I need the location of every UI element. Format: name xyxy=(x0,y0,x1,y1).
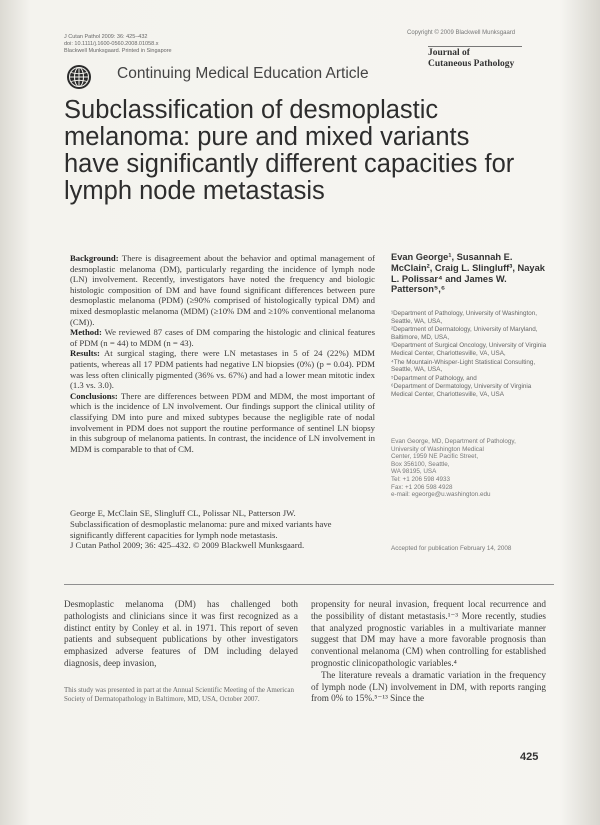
affiliation: ⁵Department of Pathology, and xyxy=(391,374,477,382)
journal-name xyxy=(428,45,538,70)
correspondence-line[interactable]: e-mail: egeorge@u.washington.edu xyxy=(391,491,491,499)
title-line: lymph node metastasis xyxy=(64,177,325,205)
body-column-right xyxy=(311,599,546,705)
body-column-left: Desmoplastic melanoma (DM) has challenged both pathologists and clinicians since it was first recognized as a distinct entity by Conley et al. in 1971. This report of seven patients and subsequent publications by other investigators emphasized adverse features of DM including delayed diagnosis, deep invasion, xyxy=(64,599,298,668)
abstract-text: We reviewed 87 cases of DM comparing the histologic and clinical features of PDM (n = 44) to MDM (n = 43). xyxy=(70,327,375,348)
abstract-conclusions xyxy=(70,391,375,455)
correspondence xyxy=(391,438,551,499)
affiliation: ³Department of Surgical Oncology, University of Virginia Medical Center, Charlottesville, VA, USA, xyxy=(391,342,547,357)
affiliations xyxy=(391,310,551,400)
meta-line: J Cutan Pathol 2009: 36: 425–432 xyxy=(64,34,148,40)
abstract-text: There is disagreement about the behavior and optimal management of desmoplastic melanoma (DM), particularly regarding the incidence of lymph node (LN) involvement. Recently, investigators have noted the frequency and biologic histologic composition of DM and have found significant differences between pure desmoplastic melanoma (PDM) (≥90% comprised of histologically typical DM) and mixed desmoplastic melanoma (MDM) (≥10% DM and ≥10% conventional melanoma (CM)). xyxy=(70,253,375,327)
affiliation: ²Department of Dermatology, University of Maryland, Baltimore, MD, USA, xyxy=(391,326,538,341)
article-title xyxy=(64,97,554,205)
abstract-label: Conclusions: xyxy=(70,390,118,401)
journal-rule xyxy=(428,46,522,47)
correspondence-line: Evan George, MD, Department of Pathology, xyxy=(391,438,516,445)
section-divider xyxy=(64,584,554,585)
cme-globe-icon xyxy=(66,64,92,90)
affiliation: ⁴The Mountain-Whisper-Light Statistical Consulting, Seattle, WA, USA, xyxy=(391,358,536,374)
correspondence-line: Fax: +1 206 598 4928 xyxy=(391,483,453,491)
title-line: Subclassification of desmoplastic xyxy=(64,96,439,124)
abstract xyxy=(70,253,375,454)
abstract-label: Method: xyxy=(70,327,102,338)
correspondence-line: Box 356100, Seattle, xyxy=(391,460,450,468)
section-title: Continuing Medical Education Article xyxy=(117,65,369,82)
body-paragraph: The literature reveals a dramatic variation in the frequency of lymph node (LN) involvement in DM, with reports ranging from 0% to 15%.⁵⁻¹³ Since the xyxy=(311,669,546,704)
affiliation: ⁶Department of Dermatology, University of Virginia Medical Center, Charlottesville, VA, USA xyxy=(391,383,532,398)
correspondence-line: Tel: +1 206 598 4933 xyxy=(391,475,450,483)
journal-name-line2: Cutaneous Pathology xyxy=(428,59,515,69)
accepted-date: Accepted for publication February 14, 2008 xyxy=(391,545,512,552)
citation-authors: George E, McClain SE, Slingluff CL, Polissar NL, Patterson JW. xyxy=(70,508,296,518)
abstract-text: There are differences between PDM and MDM, the most important of which is the incidence of LN involvement. Our findings support the clinical utility of classifying DM into pure and mixed subtypes because the negligible rate of nodal involvement in PDM does not support the routine performance of sentinel LN biopsy in this subgroup of melanoma patients. In contrast, the incidence of LN involvement in MDM is comparable to that of CM. xyxy=(70,390,375,454)
footnote: This study was presented in part at the Annual Scientific Meeting of the American Society of Dermatopathology in Baltimore, MD, USA, October 2007. xyxy=(64,686,294,703)
article-meta xyxy=(64,34,172,55)
citation-journal: J Cutan Pathol 2009; 36: 425–432. © 2009 Blackwell Munksgaard. xyxy=(70,540,305,551)
citation-title: Subclassification of desmoplastic melanoma: pure and mixed variants have significantly different capacities for lymph node metastasis. xyxy=(70,518,332,540)
body-paragraph: propensity for neural invasion, frequent local recurrence and the possibility of distant metastasis.¹⁻³ More recently, studies that analyzed prognostic variables in a multivariate manner suggest that DM may have a more favorable prognosis than conventional melanoma (CM) when controlling for established prognostic clinicopathologic variables.⁴ xyxy=(311,599,546,668)
abstract-method xyxy=(70,327,375,348)
correspondence-line: WA 98195, USA xyxy=(391,468,437,476)
correspondence-line: Center, 1959 NE Pacific Street, xyxy=(391,453,479,461)
journal-name-line1: Journal of xyxy=(428,48,470,58)
meta-line: doi: 10.1111/j.1600-0560.2008.01058.x xyxy=(64,41,159,47)
copyright-notice: Copyright © 2009 Blackwell Munksgaard xyxy=(407,30,516,36)
abstract-text: At surgical staging, there were LN metastases in 5 of 24 (22%) MDM patients, whereas all 17 PDM patients had negative LN biopsies (0%) (p = 0.04). PDM was less often clinically pigmented (36% vs. 67%) and had a lower mean mitotic index (1.3 vs. 3.0). xyxy=(70,348,375,391)
affiliation: ¹Department of Pathology, University of Washington, Seattle, WA, USA, xyxy=(391,310,537,325)
author-list: Evan George¹, Susannah E. McClain², Craig L. Slingluff³, Nayak L. Polissar⁴ and James W. Patterson⁵,⁶ xyxy=(391,252,545,295)
abstract-background xyxy=(70,253,375,327)
title-line: have significantly different capacities for xyxy=(64,150,515,178)
meta-line: Blackwell Munksgaard. Printed in Singapore xyxy=(64,48,172,54)
abstract-results xyxy=(70,348,375,390)
page-number: 425 xyxy=(520,751,539,763)
correspondence-line: University of Washington Medical xyxy=(391,445,484,453)
abstract-label: Background: xyxy=(70,253,119,263)
citation xyxy=(70,508,375,551)
abstract-label: Results: xyxy=(70,348,100,359)
title-line: melanoma: pure and mixed variants xyxy=(64,123,470,151)
